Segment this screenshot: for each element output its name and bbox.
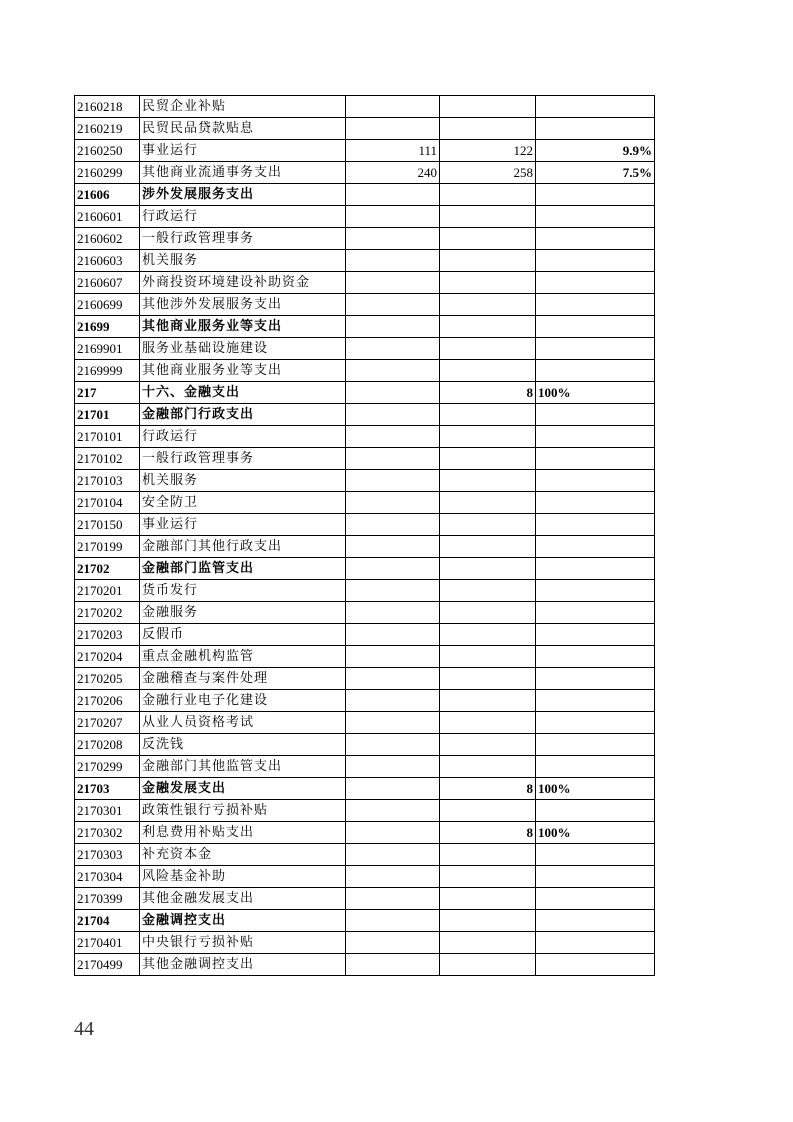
table-row (75, 140, 655, 162)
item-name-cell: 中央银行亏损补贴 (140, 932, 346, 954)
prior-value-cell (346, 822, 440, 844)
current-value-cell: 8 (440, 822, 536, 844)
growth-rate-cell (536, 690, 655, 712)
current-value-cell (440, 316, 536, 338)
growth-rate-cell (536, 272, 655, 294)
item-name-cell: 行政运行 (140, 426, 346, 448)
current-value-cell (440, 338, 536, 360)
table-row (75, 162, 655, 184)
item-name-cell: 从业人员资格考试 (140, 712, 346, 734)
prior-value-cell (346, 316, 440, 338)
item-name-cell: 其他商业流通事务支出 (140, 162, 346, 184)
prior-value-cell (346, 580, 440, 602)
growth-rate-cell (536, 800, 655, 822)
prior-value-cell (346, 448, 440, 470)
table-row (75, 580, 655, 602)
prior-value-cell (346, 294, 440, 316)
item-name-cell: 金融行业电子化建设 (140, 690, 346, 712)
current-value-cell (440, 690, 536, 712)
budget-code-cell: 2170401 (75, 932, 140, 954)
growth-rate-cell (536, 96, 655, 118)
prior-value-cell (346, 646, 440, 668)
budget-code-cell: 2170104 (75, 492, 140, 514)
budget-code-cell: 2160607 (75, 272, 140, 294)
budget-code-cell: 2170208 (75, 734, 140, 756)
prior-value-cell (346, 668, 440, 690)
current-value-cell (440, 756, 536, 778)
table-row (75, 382, 655, 404)
prior-value-cell (346, 536, 440, 558)
growth-rate-cell (536, 338, 655, 360)
item-name-cell: 货币发行 (140, 580, 346, 602)
growth-rate-cell (536, 228, 655, 250)
table-row (75, 514, 655, 536)
growth-rate-cell (536, 470, 655, 492)
item-name-cell: 事业运行 (140, 140, 346, 162)
prior-value-cell (346, 800, 440, 822)
table-row (75, 360, 655, 382)
growth-rate-cell (536, 118, 655, 140)
current-value-cell (440, 426, 536, 448)
budget-code-cell: 2170204 (75, 646, 140, 668)
prior-value-cell (346, 96, 440, 118)
prior-value-cell (346, 360, 440, 382)
current-value-cell (440, 712, 536, 734)
prior-value-cell (346, 954, 440, 976)
growth-rate-cell: 100% (536, 382, 655, 404)
budget-code-cell: 21699 (75, 316, 140, 338)
current-value-cell (440, 910, 536, 932)
budget-code-cell: 2170205 (75, 668, 140, 690)
current-value-cell: 122 (440, 140, 536, 162)
prior-value-cell (346, 712, 440, 734)
growth-rate-cell (536, 844, 655, 866)
current-value-cell (440, 514, 536, 536)
current-value-cell (440, 866, 536, 888)
prior-value-cell (346, 206, 440, 228)
item-name-cell: 其他金融发展支出 (140, 888, 346, 910)
current-value-cell: 8 (440, 382, 536, 404)
growth-rate-cell: 100% (536, 778, 655, 800)
item-name-cell: 金融服务 (140, 602, 346, 624)
current-value-cell (440, 272, 536, 294)
budget-code-cell: 21701 (75, 404, 140, 426)
growth-rate-cell (536, 536, 655, 558)
prior-value-cell (346, 272, 440, 294)
current-value-cell (440, 580, 536, 602)
current-value-cell (440, 184, 536, 206)
budget-code-cell: 21703 (75, 778, 140, 800)
table-row (75, 206, 655, 228)
item-name-cell: 金融部门其他行政支出 (140, 536, 346, 558)
table-row (75, 184, 655, 206)
item-name-cell: 补充资本金 (140, 844, 346, 866)
budget-code-cell: 2170299 (75, 756, 140, 778)
prior-value-cell (346, 756, 440, 778)
growth-rate-cell (536, 668, 655, 690)
current-value-cell (440, 932, 536, 954)
current-value-cell (440, 558, 536, 580)
budget-code-cell: 2160601 (75, 206, 140, 228)
item-name-cell: 金融发展支出 (140, 778, 346, 800)
table-row (75, 844, 655, 866)
table-row (75, 910, 655, 932)
prior-value-cell (346, 734, 440, 756)
growth-rate-cell (536, 910, 655, 932)
growth-rate-cell: 7.5% (536, 162, 655, 184)
budget-code-cell: 2170206 (75, 690, 140, 712)
item-name-cell: 机关服务 (140, 470, 346, 492)
budget-code-cell: 21606 (75, 184, 140, 206)
growth-rate-cell (536, 426, 655, 448)
table-row (75, 228, 655, 250)
item-name-cell: 反假币 (140, 624, 346, 646)
current-value-cell (440, 250, 536, 272)
budget-code-cell: 2169999 (75, 360, 140, 382)
item-name-cell: 利息费用补贴支出 (140, 822, 346, 844)
item-name-cell: 十六、金融支出 (140, 382, 346, 404)
prior-value-cell (346, 470, 440, 492)
prior-value-cell (346, 690, 440, 712)
current-value-cell (440, 734, 536, 756)
growth-rate-cell (536, 624, 655, 646)
table-row (75, 404, 655, 426)
current-value-cell (440, 844, 536, 866)
table-row (75, 690, 655, 712)
growth-rate-cell (536, 206, 655, 228)
item-name-cell: 风险基金补助 (140, 866, 346, 888)
prior-value-cell (346, 602, 440, 624)
table-row (75, 954, 655, 976)
budget-code-cell: 2170102 (75, 448, 140, 470)
current-value-cell (440, 96, 536, 118)
table-row (75, 96, 655, 118)
table-row (75, 426, 655, 448)
table-row (75, 624, 655, 646)
current-value-cell: 258 (440, 162, 536, 184)
item-name-cell: 民贸民品贷款贴息 (140, 118, 346, 140)
item-name-cell: 外商投资环境建设补助资金 (140, 272, 346, 294)
growth-rate-cell (536, 514, 655, 536)
item-name-cell: 其他商业服务业等支出 (140, 360, 346, 382)
table-row (75, 734, 655, 756)
table-row (75, 558, 655, 580)
current-value-cell (440, 228, 536, 250)
current-value-cell (440, 800, 536, 822)
item-name-cell: 其他商业服务业等支出 (140, 316, 346, 338)
item-name-cell: 行政运行 (140, 206, 346, 228)
table-row (75, 316, 655, 338)
table-row (75, 888, 655, 910)
table-row (75, 602, 655, 624)
prior-value-cell (346, 118, 440, 140)
table-row (75, 668, 655, 690)
item-name-cell: 涉外发展服务支出 (140, 184, 346, 206)
current-value-cell (440, 206, 536, 228)
table-row (75, 756, 655, 778)
growth-rate-cell (536, 756, 655, 778)
prior-value-cell (346, 932, 440, 954)
table-row (75, 492, 655, 514)
table-row (75, 470, 655, 492)
prior-value-cell (346, 558, 440, 580)
growth-rate-cell (536, 646, 655, 668)
budget-code-cell: 2170150 (75, 514, 140, 536)
prior-value-cell (346, 338, 440, 360)
table-row (75, 778, 655, 800)
current-value-cell (440, 118, 536, 140)
current-value-cell (440, 360, 536, 382)
growth-rate-cell (536, 360, 655, 382)
budget-code-cell: 2170202 (75, 602, 140, 624)
growth-rate-cell (536, 734, 655, 756)
growth-rate-cell (536, 316, 655, 338)
budget-code-cell: 2170101 (75, 426, 140, 448)
item-name-cell: 其他金融调控支出 (140, 954, 346, 976)
prior-value-cell (346, 888, 440, 910)
budget-expenditure-table (74, 95, 655, 976)
budget-code-cell: 2170199 (75, 536, 140, 558)
growth-rate-cell (536, 294, 655, 316)
growth-rate-cell (536, 580, 655, 602)
table-row (75, 866, 655, 888)
current-value-cell (440, 470, 536, 492)
prior-value-cell (346, 778, 440, 800)
budget-code-cell: 2170399 (75, 888, 140, 910)
table-row (75, 272, 655, 294)
growth-rate-cell (536, 888, 655, 910)
table-row (75, 646, 655, 668)
current-value-cell (440, 624, 536, 646)
table-row (75, 800, 655, 822)
budget-code-cell: 2170103 (75, 470, 140, 492)
item-name-cell: 金融稽查与案件处理 (140, 668, 346, 690)
current-value-cell: 8 (440, 778, 536, 800)
prior-value-cell (346, 382, 440, 404)
item-name-cell: 民贸企业补贴 (140, 96, 346, 118)
budget-code-cell: 2170207 (75, 712, 140, 734)
prior-value-cell: 240 (346, 162, 440, 184)
growth-rate-cell (536, 932, 655, 954)
prior-value-cell (346, 250, 440, 272)
growth-rate-cell: 100% (536, 822, 655, 844)
growth-rate-cell (536, 954, 655, 976)
item-name-cell: 一般行政管理事务 (140, 448, 346, 470)
growth-rate-cell (536, 448, 655, 470)
budget-code-cell: 2170301 (75, 800, 140, 822)
budget-code-cell: 2160602 (75, 228, 140, 250)
current-value-cell (440, 668, 536, 690)
prior-value-cell (346, 910, 440, 932)
prior-value-cell (346, 492, 440, 514)
item-name-cell: 其他涉外发展服务支出 (140, 294, 346, 316)
item-name-cell: 一般行政管理事务 (140, 228, 346, 250)
page-number: 44 (74, 1018, 94, 1040)
growth-rate-cell (536, 492, 655, 514)
budget-code-cell: 2160603 (75, 250, 140, 272)
table-row (75, 250, 655, 272)
table-row (75, 294, 655, 316)
prior-value-cell (346, 426, 440, 448)
item-name-cell: 安全防卫 (140, 492, 346, 514)
budget-code-cell: 21702 (75, 558, 140, 580)
item-name-cell: 机关服务 (140, 250, 346, 272)
current-value-cell (440, 492, 536, 514)
current-value-cell (440, 602, 536, 624)
growth-rate-cell (536, 404, 655, 426)
growth-rate-cell (536, 250, 655, 272)
table-row (75, 932, 655, 954)
growth-rate-cell (536, 602, 655, 624)
table-row (75, 712, 655, 734)
current-value-cell (440, 536, 536, 558)
prior-value-cell (346, 228, 440, 250)
item-name-cell: 服务业基础设施建设 (140, 338, 346, 360)
table-row (75, 448, 655, 470)
item-name-cell: 金融部门其他监管支出 (140, 756, 346, 778)
item-name-cell: 政策性银行亏损补贴 (140, 800, 346, 822)
growth-rate-cell (536, 184, 655, 206)
growth-rate-cell (536, 712, 655, 734)
table-body (75, 96, 655, 976)
budget-code-cell: 2160219 (75, 118, 140, 140)
budget-code-cell: 2160218 (75, 96, 140, 118)
prior-value-cell (346, 866, 440, 888)
item-name-cell: 金融部门行政支出 (140, 404, 346, 426)
budget-code-cell: 2170304 (75, 866, 140, 888)
budget-code-cell: 217 (75, 382, 140, 404)
growth-rate-cell (536, 558, 655, 580)
item-name-cell: 金融调控支出 (140, 910, 346, 932)
prior-value-cell (346, 514, 440, 536)
growth-rate-cell (536, 866, 655, 888)
budget-code-cell: 2160299 (75, 162, 140, 184)
current-value-cell (440, 646, 536, 668)
current-value-cell (440, 448, 536, 470)
table-row (75, 536, 655, 558)
growth-rate-cell: 9.9% (536, 140, 655, 162)
current-value-cell (440, 404, 536, 426)
current-value-cell (440, 294, 536, 316)
prior-value-cell: 111 (346, 140, 440, 162)
item-name-cell: 重点金融机构监管 (140, 646, 346, 668)
prior-value-cell (346, 184, 440, 206)
item-name-cell: 金融部门监管支出 (140, 558, 346, 580)
table-row (75, 338, 655, 360)
budget-code-cell: 2160250 (75, 140, 140, 162)
budget-code-cell: 2170201 (75, 580, 140, 602)
budget-code-cell: 2160699 (75, 294, 140, 316)
item-name-cell: 反洗钱 (140, 734, 346, 756)
budget-code-cell: 2170302 (75, 822, 140, 844)
budget-code-cell: 2169901 (75, 338, 140, 360)
current-value-cell (440, 888, 536, 910)
budget-code-cell: 2170203 (75, 624, 140, 646)
table-row (75, 118, 655, 140)
budget-code-cell: 2170499 (75, 954, 140, 976)
current-value-cell (440, 954, 536, 976)
item-name-cell: 事业运行 (140, 514, 346, 536)
prior-value-cell (346, 844, 440, 866)
prior-value-cell (346, 624, 440, 646)
budget-code-cell: 2170303 (75, 844, 140, 866)
table-row (75, 822, 655, 844)
budget-code-cell: 21704 (75, 910, 140, 932)
prior-value-cell (346, 404, 440, 426)
